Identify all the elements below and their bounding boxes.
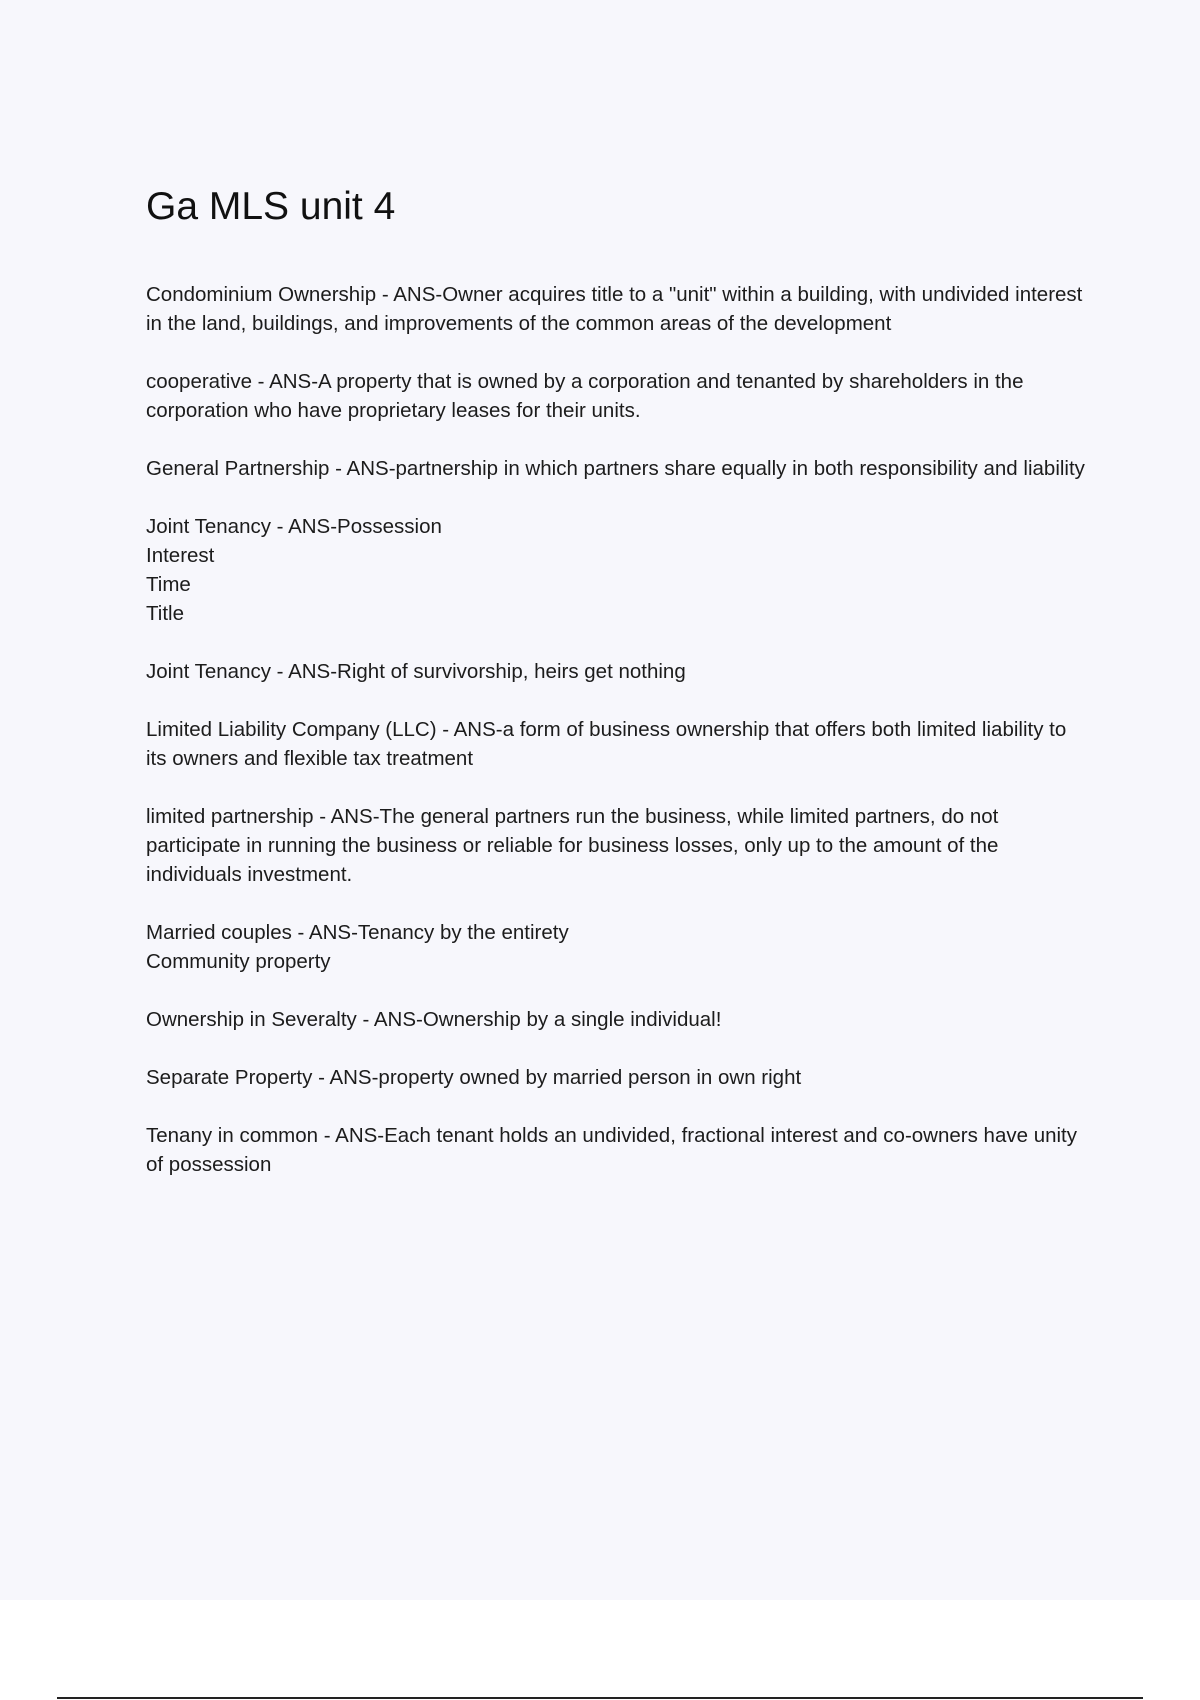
bottom-divider [57,1697,1143,1699]
entry-cooperative: cooperative - ANS-A property that is owned by a corporation and tenanted by shareholders in the corporation who have proprietary leases for their units. [146,370,1024,422]
entry-tenancy-in-common: Tenany in common - ANS-Each tenant holds an undivided, fractional interest and co-owners have unity of possession [146,1124,1077,1176]
entry-llc: Limited Liability Company (LLC) - ANS-a form of business ownership that offers both limited liability to its owners and flexible tax treatment [146,718,1067,770]
entry-limited-partnership: limited partnership - ANS-The general partners run the business, while limited partners, do not participate in running the business or reliable for business losses, only up to the amount of the individuals investment. [146,805,999,886]
entry-ownership-in-severalty: Ownership in Severalty - ANS-Ownership by a single individual! [146,1008,722,1031]
document-content [146,182,1086,1208]
document-title: Ga MLS unit 4 [146,185,396,228]
entry-joint-tenancy-survivorship: Joint Tenancy - ANS-Right of survivorship, heirs get nothing [146,660,686,683]
entry-general-partnership: General Partnership - ANS-partnership in which partners share equally in both responsibility and liability [146,457,1085,480]
entry-separate-property: Separate Property - ANS-property owned by married person in own right [146,1066,802,1089]
entry-married-couples: Married couples - ANS-Tenancy by the entirety Community property [146,921,569,973]
entry-joint-tenancy-unities: Joint Tenancy - ANS-Possession Interest Time Title [146,515,442,625]
entry-condominium-ownership: Condominium Ownership - ANS-Owner acquires title to a "unit" within a building, with undivided interest in the land, buildings, and improvements of the common areas of the development [146,283,1083,335]
